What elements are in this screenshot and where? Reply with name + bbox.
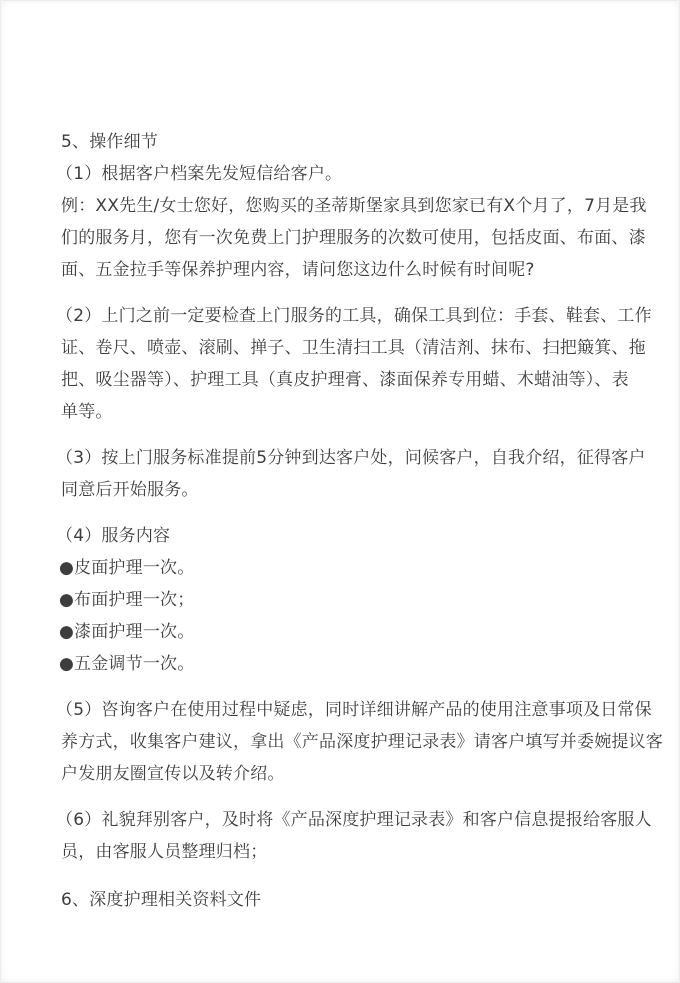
section-6-related-files [61,884,636,916]
section-5-operation-details [56,126,647,286]
text-line: （1）根据客户档案先发短信给客户。 [56,164,343,184]
bullet-line: ●漆面护理一次。 [59,622,195,642]
text-line: 员，由客服人员整理归档； [61,842,268,862]
document-content [56,126,663,916]
text-line: 把、吸尘器等）、护理工具（真皮护理膏、漆面保养专用蜡、木蜡油等）、表 [61,370,629,390]
text-line: 面、五金拉手等保养护理内容，请问您这边什么时候有时间呢? [61,260,535,280]
text-line: （2）上门之前一定要检查上门服务的工具，确保工具到位：手套、鞋套、工作 [56,306,652,326]
text-line: （5）咨询客户在使用过程中疑虑，同时详细讲解产品的使用注意事项及日常保 [56,700,652,720]
item-5-consultation [56,694,663,790]
item-6-farewell [56,804,652,868]
text-line: 们的服务月，您有一次免费上门护理服务的次数可使用，包括皮面、布面、漆 [61,228,646,248]
section-5-heading: 5、操作细节 [61,132,159,152]
text-line: （3）按上门服务标准提前5分钟到达客户处，问候客户，自我介绍，征得客户 [56,448,646,468]
text-line: 户发朋友圈宣传以及转介绍。 [61,764,285,784]
item-2-tool-check [56,300,652,428]
text-line: 例：XX先生/女士您好，您购买的圣蒂斯堡家具到您家已有X个月了，7月是我 [61,196,647,216]
item-3-arrival [56,442,646,506]
item-4-service-content [56,520,636,680]
text-line: 养方式，收集客户建议，拿出《产品深度护理记录表》请客户填写并委婉提议客 [61,732,663,752]
section-6-heading: 6、深度护理相关资料文件 [61,890,262,910]
bullet-line: ●皮面护理一次。 [59,558,195,578]
bullet-line: ●五金调节一次。 [59,654,195,674]
text-line: 单等。 [61,402,113,422]
bullet-line: ●布面护理一次； [59,590,195,610]
text-line: 证、卷尺、喷壶、滚刷、掸子、卫生清扫工具（清洁剂、抹布、扫把簸箕、拖 [61,338,646,358]
text-line: （6）礼貌拜别客户，及时将《产品深度护理记录表》和客户信息提报给客服人 [56,810,652,830]
text-line: （4）服务内容 [56,526,171,546]
text-line: 同意后开始服务。 [61,480,199,500]
